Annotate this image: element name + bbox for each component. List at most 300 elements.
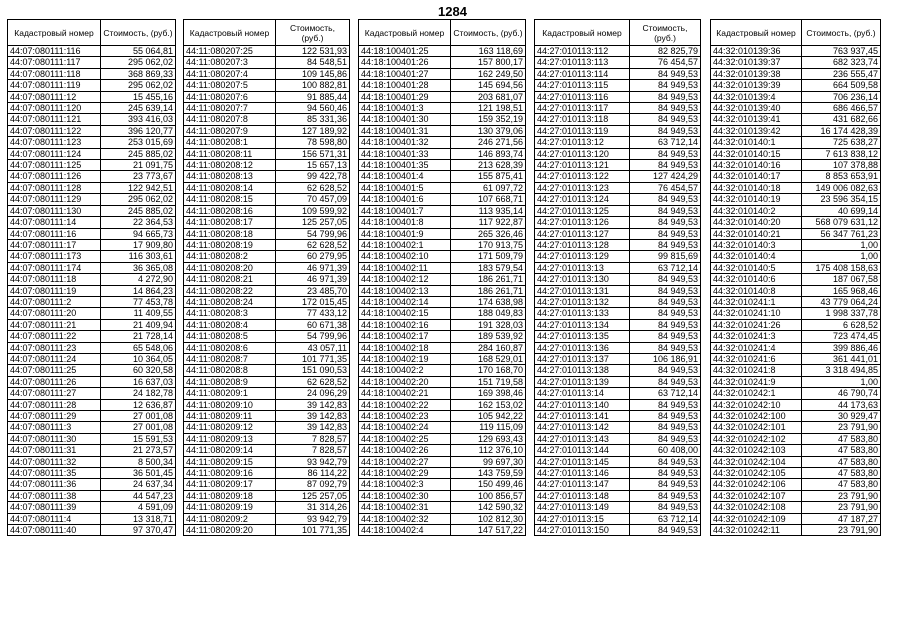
table-row: [359, 433, 526, 444]
table-row: [535, 194, 701, 205]
table-row: [359, 456, 526, 467]
cadastral-number-cell: 44:18:100402:12: [359, 274, 451, 285]
cadastral-number-cell: 44:18:100401:7: [359, 205, 451, 216]
cost-cell: 170 168,70: [451, 365, 526, 376]
cadastral-number-cell: 44:32:010242:106: [711, 479, 802, 490]
cost-cell: 183 579,54: [451, 262, 526, 273]
cost-cell: 84 949,53: [630, 228, 701, 239]
cost-cell: 84 949,53: [630, 502, 701, 513]
cadastral-number-cell: 44:07:080111:31: [8, 445, 101, 456]
table-row: [184, 239, 350, 250]
cadastral-number-cell: 44:27:010113:132: [535, 296, 630, 307]
cadastral-number-cell: 44:07:080111:26: [8, 376, 101, 387]
cadastral-number-cell: 44:18:100401:3: [359, 103, 451, 114]
table-row: [535, 376, 701, 387]
cost-cell: 76 454,57: [630, 57, 701, 68]
cadastral-number-cell: 44:32:010242:101: [711, 422, 802, 433]
cost-cell: 84 949,53: [630, 433, 701, 444]
table-row: [8, 445, 176, 456]
table-row: [535, 365, 701, 376]
cadastral-number-cell: 44:18:100401:32: [359, 137, 451, 148]
cadastral-number-cell: 44:27:010113:148: [535, 490, 630, 501]
cost-cell: 23 791,90: [802, 422, 881, 433]
table-row: [711, 114, 881, 125]
cadastral-number-cell: 44:11:080209:19: [184, 502, 276, 513]
cost-cell: 295 062,02: [101, 80, 176, 91]
cadastral-number-cell: 44:32:010242:109: [711, 513, 802, 524]
cadastral-number-cell: 44:07:080111:117: [8, 57, 101, 68]
column-header-code: Кадастровый номер: [359, 20, 451, 46]
table-row: [711, 388, 881, 399]
table-row: [359, 125, 526, 136]
table-row: [184, 296, 350, 307]
cost-cell: 112 376,10: [451, 445, 526, 456]
cadastral-number-cell: 44:27:010113:140: [535, 399, 630, 410]
cadastral-number-cell: 44:32:010140:21: [711, 228, 802, 239]
table-row: [8, 353, 176, 364]
cadastral-number-cell: 44:18:100402:31: [359, 502, 451, 513]
cost-cell: 84 949,53: [630, 148, 701, 159]
table-row: [8, 422, 176, 433]
table-row: [359, 331, 526, 342]
cadastral-number-cell: 44:27:010113:117: [535, 103, 630, 114]
cadastral-number-cell: 44:32:010140:6: [711, 274, 802, 285]
cadastral-number-cell: 44:32:010242:108: [711, 502, 802, 513]
table-row: [359, 479, 526, 490]
cadastral-number-cell: 44:32:010140:18: [711, 182, 802, 193]
cadastral-number-cell: 44:27:010113:114: [535, 68, 630, 79]
table-row: [184, 502, 350, 513]
cadastral-number-cell: 44:32:010242:100: [711, 411, 802, 422]
cost-cell: 368 869,33: [101, 68, 176, 79]
cost-cell: 47 583,80: [802, 479, 881, 490]
table-row: [711, 239, 881, 250]
cost-cell: 149 006 082,63: [802, 182, 881, 193]
table-row: [184, 388, 350, 399]
cost-cell: 61 097,72: [451, 182, 526, 193]
table-row: [8, 125, 176, 136]
table-row: [711, 490, 881, 501]
table-row: [359, 468, 526, 479]
table-row: [359, 80, 526, 91]
cadastral-number-cell: 44:32:010140:15: [711, 148, 802, 159]
table-row: [711, 353, 881, 364]
cadastral-number-cell: 44:07:080111:25: [8, 365, 101, 376]
cost-cell: 155 875,41: [451, 171, 526, 182]
cadastral-number-cell: 44:07:080111:2: [8, 296, 101, 307]
cadastral-number-cell: 44:27:010113:134: [535, 319, 630, 330]
column-header-cost: Стоимость, (руб.): [802, 20, 881, 46]
cost-cell: 46 790,74: [802, 388, 881, 399]
cadastral-number-cell: 44:32:010242:105: [711, 468, 802, 479]
cadastral-number-cell: 44:27:010113:112: [535, 46, 630, 57]
table-row: [8, 80, 176, 91]
cost-cell: 84 949,53: [630, 205, 701, 216]
cost-cell: 284 160,87: [451, 342, 526, 353]
cost-cell: 107 668,71: [451, 194, 526, 205]
cost-cell: 60 671,38: [276, 319, 350, 330]
cost-cell: 8 500,34: [101, 456, 176, 467]
cadastral-number-cell: 44:18:100402:23: [359, 411, 451, 422]
cost-cell: 63 712,14: [630, 388, 701, 399]
table-row: [535, 91, 701, 102]
cadastral-number-cell: 44:07:080111:28: [8, 399, 101, 410]
cadastral-number-cell: 44:32:010241:8: [711, 365, 802, 376]
cadastral-number-cell: 44:11:080208:14: [184, 182, 276, 193]
cost-cell: 44 173,63: [802, 399, 881, 410]
cost-cell: 396 120,77: [101, 125, 176, 136]
cost-cell: 15 591,53: [101, 433, 176, 444]
table-row: [8, 365, 176, 376]
table-row: [359, 103, 526, 114]
cadastral-number-cell: 44:07:080111:39: [8, 502, 101, 513]
cost-cell: 723 474,45: [802, 331, 881, 342]
table-row: [8, 103, 176, 114]
cadastral-number-cell: 44:11:080207:8: [184, 114, 276, 125]
cadastral-number-cell: 44:18:100401:5: [359, 182, 451, 193]
cost-cell: 84 949,53: [630, 91, 701, 102]
table-row: [8, 217, 176, 228]
cost-cell: 44 547,23: [101, 490, 176, 501]
cost-cell: 84 949,53: [630, 399, 701, 410]
cost-cell: 568 079 631,12: [802, 217, 881, 228]
cost-cell: 47 583,80: [802, 468, 881, 479]
table-row: [535, 262, 701, 273]
table-row: [8, 319, 176, 330]
cost-cell: 47 583,80: [802, 433, 881, 444]
cost-cell: 174 638,98: [451, 296, 526, 307]
cost-cell: 84 949,53: [630, 194, 701, 205]
cadastral-number-cell: 44:11:080207:7: [184, 103, 276, 114]
cadastral-number-cell: 44:32:010241:26: [711, 319, 802, 330]
table-row: [184, 342, 350, 353]
cost-cell: 99 422,78: [276, 171, 350, 182]
cost-cell: 10 364,05: [101, 353, 176, 364]
cadastral-number-cell: 44:11:080209:14: [184, 445, 276, 456]
table-row: [535, 114, 701, 125]
column-header-cost: Стоимость, (руб.): [101, 20, 176, 46]
cadastral-number-cell: 44:27:010113:130: [535, 274, 630, 285]
cost-cell: 170 913,75: [451, 239, 526, 250]
table-row: [535, 182, 701, 193]
cost-cell: 125 257,05: [276, 217, 350, 228]
table-row: [711, 125, 881, 136]
table-row: [8, 285, 176, 296]
cadastral-number-cell: 44:18:100402:21: [359, 388, 451, 399]
cadastral-number-cell: 44:11:080208:21: [184, 274, 276, 285]
cost-cell: 186 261,71: [451, 285, 526, 296]
cadastral-number-cell: 44:18:100401:30: [359, 114, 451, 125]
cadastral-number-cell: 44:07:080111:173: [8, 251, 101, 262]
cadastral-number-cell: 44:07:080111:119: [8, 80, 101, 91]
table-row: [535, 411, 701, 422]
cost-cell: 7 828,57: [276, 445, 350, 456]
cost-cell: 63 712,14: [630, 137, 701, 148]
cost-cell: 47 583,80: [802, 456, 881, 467]
cost-cell: 265 326,46: [451, 228, 526, 239]
cost-cell: 36 501,45: [101, 468, 176, 479]
cost-cell: 36 365,08: [101, 262, 176, 273]
cost-cell: 99 697,30: [451, 456, 526, 467]
cost-cell: 84 949,53: [630, 239, 701, 250]
column-header-code: Кадастровый номер: [535, 20, 630, 46]
cadastral-table-3: [358, 19, 526, 536]
cadastral-number-cell: 44:32:010140:1: [711, 137, 802, 148]
table-row: [711, 274, 881, 285]
table-row: [8, 182, 176, 193]
cadastral-number-cell: 44:18:100401:29: [359, 91, 451, 102]
cadastral-number-cell: 44:18:100402:10: [359, 251, 451, 262]
table-row: [184, 468, 350, 479]
cadastral-number-cell: 44:32:010241:4: [711, 342, 802, 353]
cadastral-number-cell: 44:11:080208:2: [184, 251, 276, 262]
cost-cell: 706 236,14: [802, 91, 881, 102]
cadastral-number-cell: 44:32:010139:38: [711, 68, 802, 79]
cadastral-number-cell: 44:18:100402:3: [359, 479, 451, 490]
cost-cell: 664 509,58: [802, 80, 881, 91]
cadastral-number-cell: 44:27:010113:15: [535, 513, 630, 524]
cost-cell: 171 509,79: [451, 251, 526, 262]
table-row: [8, 388, 176, 399]
table-row: [359, 91, 526, 102]
cadastral-number-cell: 44:27:010113:135: [535, 331, 630, 342]
cost-cell: 151 719,58: [451, 376, 526, 387]
cost-cell: 84 949,53: [630, 331, 701, 342]
table-row: [535, 525, 701, 536]
cadastral-number-cell: 44:27:010113:145: [535, 456, 630, 467]
table-row: [711, 137, 881, 148]
cost-cell: 245 639,14: [101, 103, 176, 114]
cadastral-number-cell: 44:32:010242:103: [711, 445, 802, 456]
cost-cell: 60 408,00: [630, 445, 701, 456]
cost-cell: 84 949,53: [630, 296, 701, 307]
cost-cell: 39 142,83: [276, 411, 350, 422]
cadastral-number-cell: 44:18:100401:6: [359, 194, 451, 205]
cadastral-number-cell: 44:27:010113:150: [535, 525, 630, 536]
table-row: [184, 68, 350, 79]
cadastral-number-cell: 44:18:100402:19: [359, 353, 451, 364]
table-row: [184, 365, 350, 376]
table-row: [535, 296, 701, 307]
cost-cell: 21 728,14: [101, 331, 176, 342]
table-row: [711, 68, 881, 79]
cost-cell: 82 825,79: [630, 46, 701, 57]
cost-cell: 686 466,57: [802, 103, 881, 114]
table-row: [711, 525, 881, 536]
table-row: [359, 422, 526, 433]
cadastral-number-cell: 44:32:010140:8: [711, 285, 802, 296]
cadastral-number-cell: 44:27:010113:120: [535, 148, 630, 159]
cost-cell: 84 949,53: [630, 160, 701, 171]
table-row: [535, 388, 701, 399]
cadastral-number-cell: 44:11:080207:25: [184, 46, 276, 57]
cost-cell: 54 799,96: [276, 228, 350, 239]
cadastral-number-cell: 44:32:010242:1: [711, 388, 802, 399]
cadastral-number-cell: 44:07:080111:21: [8, 319, 101, 330]
cost-cell: 84 949,53: [630, 80, 701, 91]
table-row: [359, 388, 526, 399]
cadastral-number-cell: 44:11:080208:16: [184, 205, 276, 216]
cost-cell: 62 628,52: [276, 376, 350, 387]
cost-cell: 39 142,83: [276, 422, 350, 433]
cost-cell: 85 331,36: [276, 114, 350, 125]
cadastral-number-cell: 44:07:080111:17: [8, 239, 101, 250]
cost-cell: 189 539,92: [451, 331, 526, 342]
cadastral-number-cell: 44:27:010113:118: [535, 114, 630, 125]
cost-cell: 763 937,45: [802, 46, 881, 57]
column-header-code: Кадастровый номер: [184, 20, 276, 46]
cost-cell: 143 759,59: [451, 468, 526, 479]
table-row: [184, 479, 350, 490]
cadastral-number-cell: 44:32:010242:102: [711, 433, 802, 444]
cost-cell: 213 628,39: [451, 160, 526, 171]
table-row: [711, 365, 881, 376]
cost-cell: 102 812,30: [451, 513, 526, 524]
cadastral-number-cell: 44:27:010113:144: [535, 445, 630, 456]
cadastral-number-cell: 44:32:010139:37: [711, 57, 802, 68]
cadastral-number-cell: 44:07:080111:123: [8, 137, 101, 148]
cadastral-number-cell: 44:27:010113:142: [535, 422, 630, 433]
table-row: [184, 308, 350, 319]
cadastral-number-cell: 44:07:080111:32: [8, 456, 101, 467]
cost-cell: 93 942,79: [276, 456, 350, 467]
cost-cell: 84 949,53: [630, 308, 701, 319]
table-row: [535, 308, 701, 319]
table-row: [711, 171, 881, 182]
cost-cell: 23 791,90: [802, 490, 881, 501]
table-row: [535, 399, 701, 410]
table-row: [359, 513, 526, 524]
cadastral-table-4: [534, 19, 701, 536]
cadastral-number-cell: 44:18:100401:26: [359, 57, 451, 68]
cadastral-number-cell: 44:27:010113:139: [535, 376, 630, 387]
table-row: [711, 160, 881, 171]
cadastral-number-cell: 44:18:100402:27: [359, 456, 451, 467]
cost-cell: 62 628,52: [276, 182, 350, 193]
cost-cell: 4 591,09: [101, 502, 176, 513]
cadastral-number-cell: 44:07:080111:125: [8, 160, 101, 171]
table-row: [535, 228, 701, 239]
table-row: [711, 80, 881, 91]
table-row: [359, 137, 526, 148]
table-row: [359, 171, 526, 182]
cadastral-number-cell: 44:07:080111:24: [8, 353, 101, 364]
cadastral-number-cell: 44:18:100401:9: [359, 228, 451, 239]
cost-cell: 121 198,51: [451, 103, 526, 114]
cadastral-number-cell: 44:07:080111:124: [8, 148, 101, 159]
cost-cell: 23 596 354,15: [802, 194, 881, 205]
cost-cell: 23 485,70: [276, 285, 350, 296]
table-row: [359, 411, 526, 422]
table-row: [535, 137, 701, 148]
table-row: [8, 137, 176, 148]
cost-cell: 15 657,13: [276, 160, 350, 171]
cadastral-number-cell: 44:18:100401:35: [359, 160, 451, 171]
table-row: [184, 125, 350, 136]
table-row: [535, 148, 701, 159]
cost-cell: 84 949,53: [630, 456, 701, 467]
table-row: [535, 456, 701, 467]
cost-cell: 63 712,14: [630, 262, 701, 273]
cadastral-number-cell: 44:27:010113:116: [535, 91, 630, 102]
cadastral-number-cell: 44:07:080111:40: [8, 525, 101, 536]
cost-cell: 84 949,53: [630, 125, 701, 136]
table-row: [535, 46, 701, 57]
cost-cell: 84 949,53: [630, 376, 701, 387]
cost-cell: 84 949,53: [630, 68, 701, 79]
cost-cell: 31 314,26: [276, 502, 350, 513]
table-row: [359, 148, 526, 159]
cost-cell: 84 949,53: [630, 490, 701, 501]
cadastral-number-cell: 44:18:100401:25: [359, 46, 451, 57]
cost-cell: 162 249,50: [451, 68, 526, 79]
cadastral-number-cell: 44:11:080208:8: [184, 365, 276, 376]
cost-cell: 47 583,80: [802, 445, 881, 456]
cost-cell: 169 398,46: [451, 388, 526, 399]
cadastral-number-cell: 44:07:080111:126: [8, 171, 101, 182]
cadastral-number-cell: 44:27:010113:124: [535, 194, 630, 205]
cadastral-number-cell: 44:07:080111:19: [8, 285, 101, 296]
table-row: [359, 57, 526, 68]
cadastral-number-cell: 44:27:010113:14: [535, 388, 630, 399]
cadastral-number-cell: 44:11:080207:6: [184, 91, 276, 102]
cost-cell: 60 279,95: [276, 251, 350, 262]
cost-cell: 17 909,80: [101, 239, 176, 250]
table-row: [535, 502, 701, 513]
cost-cell: 46 971,39: [276, 262, 350, 273]
table-row: [711, 251, 881, 262]
table-row: [359, 296, 526, 307]
table-row: [535, 160, 701, 171]
table-row: [711, 422, 881, 433]
cadastral-number-cell: 44:18:100402:13: [359, 285, 451, 296]
cadastral-number-cell: 44:11:080208:12: [184, 160, 276, 171]
cadastral-number-cell: 44:07:080111:36: [8, 479, 101, 490]
cost-cell: 21 091,75: [101, 160, 176, 171]
cost-cell: 245 885,02: [101, 148, 176, 159]
cadastral-table-2: [183, 19, 350, 536]
cost-cell: 94 665,73: [101, 228, 176, 239]
cost-cell: 119 115,09: [451, 422, 526, 433]
column-header-code: Кадастровый номер: [8, 20, 101, 46]
table-row: [184, 137, 350, 148]
column-header-cost: Стоимость, (руб.): [276, 20, 350, 46]
cadastral-number-cell: 44:18:100402:24: [359, 422, 451, 433]
table-row: [8, 308, 176, 319]
cadastral-number-cell: 44:07:080111:18: [8, 274, 101, 285]
cadastral-number-cell: 44:32:010140:20: [711, 217, 802, 228]
cost-cell: 77 433,12: [276, 308, 350, 319]
cost-cell: 84 949,53: [630, 114, 701, 125]
table-row: [535, 205, 701, 216]
table-row: [711, 217, 881, 228]
table-row: [359, 490, 526, 501]
cost-cell: 130 379,06: [451, 125, 526, 136]
cadastral-number-cell: 44:07:080111:30: [8, 433, 101, 444]
table-row: [184, 513, 350, 524]
table-row: [8, 262, 176, 273]
cost-cell: 145 694,56: [451, 80, 526, 91]
cadastral-number-cell: 44:18:100402:32: [359, 513, 451, 524]
cadastral-number-cell: 44:32:010140:19: [711, 194, 802, 205]
cadastral-number-cell: 44:07:080111:16: [8, 228, 101, 239]
table-row: [711, 468, 881, 479]
cadastral-number-cell: 44:11:080209:16: [184, 468, 276, 479]
table-row: [8, 205, 176, 216]
cadastral-number-cell: 44:11:080208:20: [184, 262, 276, 273]
cost-cell: 60 320,58: [101, 365, 176, 376]
cost-cell: 3 318 494,85: [802, 365, 881, 376]
